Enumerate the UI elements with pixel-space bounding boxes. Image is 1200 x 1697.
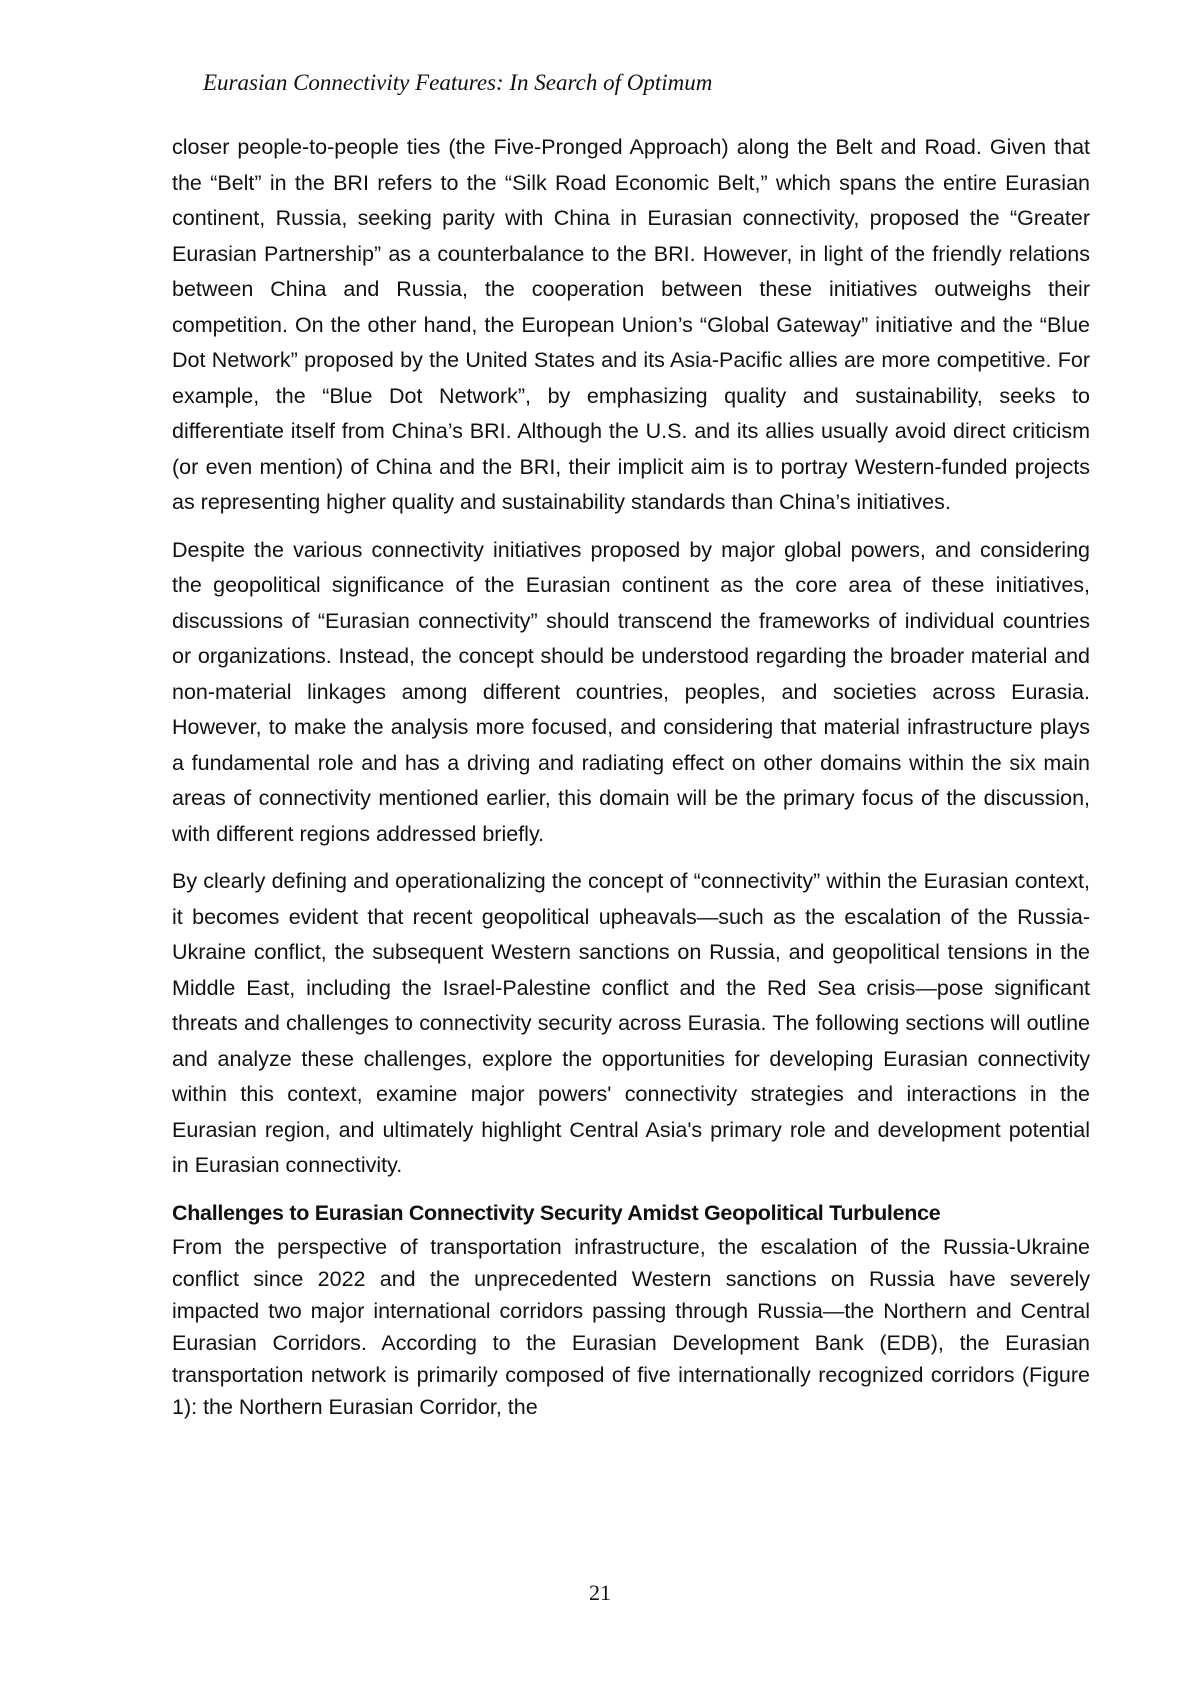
body-text [172, 130, 1090, 1435]
paragraph-1: closer people-to-people ties (the Five-Pronged Approach) along the Belt and Road. Given that the “Belt” in the BRI refers to the “Silk Road Economic Belt,” which spans the entire Eurasian continent, Russia, seeking parity with China in Eurasian connectivity, proposed the “Greater Eurasian Partnership” as a counterbalance to the BRI. However, in light of the friendly relations between China and Russia, the cooperation between these initiatives outweighs their competition. On the other hand, the European Union’s “Global Gateway” initiative and the “Blue Dot Network” proposed by the United States and its Asia-Pacific allies are more competitive. For example, the “Blue Dot Network”, by emphasizing quality and sustainability, seeks to differentiate itself from China’s BRI. Although the U.S. and its allies usually avoid direct criticism (or even mention) of China and the BRI, their implicit aim is to portray Western-funded projects as representing higher quality and sustainability standards than China’s initiatives. [172, 135, 1090, 514]
section-paragraph: From the perspective of transportation infrastructure, the escalation of the Russia-Ukraine conflict since 2022 and the unprecedented Western sanctions on Russia have severely impacted two major international corridors passing through Russia—the Northern and Central Eurasian Corridors. According to the Eurasian Development Bank (EDB), the Eurasian transportation network is primarily composed of five internationally recognized corridors (Figure 1): the Northern Eurasian Corridor, the [172, 1235, 1090, 1419]
paragraph-2: Despite the various connectivity initiatives proposed by major global powers, and considering the geopolitical significance of the Eurasian continent as the core area of these initiatives, discussions of “Eurasian connectivity” should transcend the frameworks of individual countries or organizations. Instead, the concept should be understood regarding the broader material and non-material linkages among different countries, peoples, and societies across Eurasia. However, to make the analysis more focused, and considering that material infrastructure plays a fundamental role and has a driving and radiating effect on other domains within the six main areas of connectivity mentioned earlier, this domain will be the primary focus of the discussion, with different regions addressed briefly. [172, 537, 1090, 846]
section-heading: Challenges to Eurasian Connectivity Security Amidst Geopolitical Turbulence [172, 1200, 941, 1225]
paragraph-3: By clearly defining and operationalizing the concept of “connectivity” within the Eurasian context, it becomes evident that recent geopolitical upheavals—such as the escalation of the Russia-Ukraine conflict, the subsequent Western sanctions on Russia, and geopolitical tensions in the Middle East, including the Israel-Palestine conflict and the Red Sea crisis—pose significant threats and challenges to connectivity security across Eurasia. The following sections will outline and analyze these challenges, explore the opportunities for developing Eurasian connectivity within this context, examine major powers' connectivity strategies and interactions in the Eurasian region, and ultimately highlight Central Asia's primary role and development potential in Eurasian connectivity. [172, 869, 1090, 1177]
running-header-title: Eurasian Connectivity Features: In Search of Optimum [203, 70, 713, 95]
page-number: 21 [589, 1580, 611, 1605]
